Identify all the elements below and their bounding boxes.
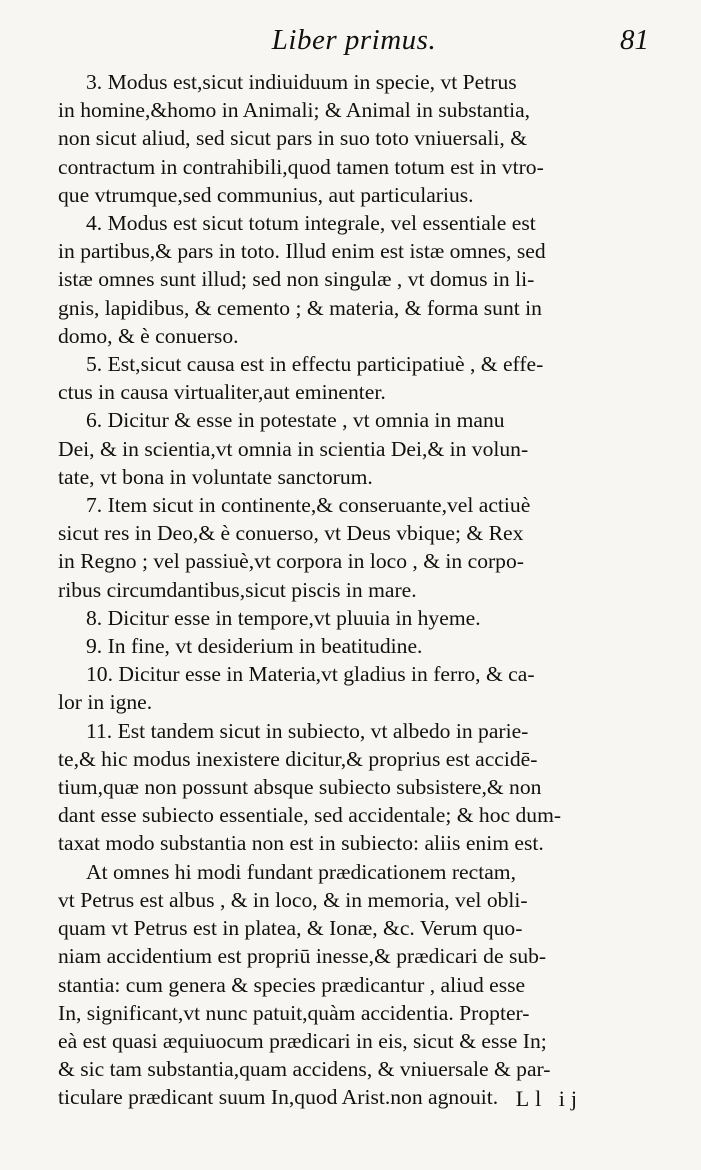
paragraph xyxy=(58,632,653,660)
text-line: quam vt Petrus est in platea, & Ionæ, &c. Verum quo- xyxy=(58,916,523,941)
text-line: domo, & è conuerso. xyxy=(58,323,239,348)
text-line: niam accidentium est propriū inesse,& prædicari de sub- xyxy=(58,944,547,969)
text-line: 5. Est,sicut causa est in effectu participatiuè , & effe- xyxy=(86,352,544,377)
text-line: & sic tam substantia,quam accidens, & vniuersale & par- xyxy=(58,1057,551,1082)
text-line: At omnes hi modi fundant prædicationem rectam, xyxy=(86,859,516,884)
text-line: 3. Modus est,sicut indiuiduum in specie, vt Petrus xyxy=(86,70,517,94)
text-line: eà est quasi æquiuocum prædicari in eis, sicut & esse In; xyxy=(58,1028,547,1053)
paragraph xyxy=(58,350,653,406)
text-line: In, significant,vt nunc patuit,quàm accidentia. Propter- xyxy=(58,1000,530,1025)
text-line: 9. In fine, vt desiderium in beatitudine. xyxy=(86,634,423,659)
text-line: vt Petrus est albus , & in loco, & in memoria, vel obli- xyxy=(58,887,528,912)
text-line: Dei, & in scientia,vt omnia in scientia Dei,& in volun- xyxy=(58,436,529,461)
running-title: Liber primus. xyxy=(271,24,437,56)
text-line: ticulare prædicant suum In,quod Arist.non agnouit. xyxy=(58,1085,499,1110)
text-line: tate, vt bona in voluntate sanctorum. xyxy=(58,464,373,489)
text-line: 4. Modus est sicut totum integrale, vel essentiale est xyxy=(86,211,536,236)
text-line: lor in igne. xyxy=(58,690,153,715)
text-line: istæ omnes sunt illud; sed non singulæ , vt domus in li- xyxy=(58,267,535,292)
text-line: 7. Item sicut in continente,& conseruante,vel actiuè xyxy=(86,493,531,518)
text-line: 8. Dicitur esse in tempore,vt pluuia in hyeme. xyxy=(86,605,481,630)
paragraph xyxy=(58,68,653,209)
text-line: tium,quæ non possunt absque subiecto subsistere,& non xyxy=(58,775,542,800)
paragraph xyxy=(58,209,653,350)
paragraph xyxy=(58,717,653,858)
text-line: ribus circumdantibus,sicut piscis in mare. xyxy=(58,577,417,602)
page-header xyxy=(58,24,653,68)
text-line: 6. Dicitur & esse in potestate , vt omnia in manu xyxy=(86,408,505,433)
paragraph xyxy=(58,604,653,632)
body-text xyxy=(58,68,653,1112)
text-line: gnis, lapidibus, & cemento ; & materia, & forma sunt in xyxy=(58,295,542,320)
text-line: 10. Dicitur esse in Materia,vt gladius in ferro, & ca- xyxy=(86,662,535,687)
text-line: 11. Est tandem sicut in subiecto, vt albedo in parie- xyxy=(86,718,529,743)
paragraph xyxy=(58,660,653,716)
paragraph xyxy=(58,858,653,1112)
paragraph xyxy=(58,406,653,491)
text-line: sicut res in Deo,& è conuerso, vt Deus vbique; & Rex xyxy=(58,521,524,546)
text-line: in homine,&homo in Animali; & Animal in substantia, xyxy=(58,98,531,123)
paragraph xyxy=(58,491,653,604)
text-line: contractum in contrahibili,quod tamen totum est in vtro- xyxy=(58,154,544,179)
text-line: stantia: cum genera & species prædicantur , aliud esse xyxy=(58,972,526,997)
text-line: dant esse subiecto essentiale, sed accidentale; & hoc dum- xyxy=(58,803,562,828)
signature-mark: Ll ij xyxy=(515,1086,583,1111)
text-line: taxat modo substantia non est in subiecto: aliis enim est. xyxy=(58,831,544,856)
text-line: te,& hic modus inexistere dicitur,& proprius est accidē- xyxy=(58,746,538,771)
text-line: non sicut aliud, sed sicut pars in suo toto vniuersali, & xyxy=(58,126,528,151)
text-line: in partibus,& pars in toto. Illud enim est istæ omnes, sed xyxy=(58,239,546,264)
text-line: que vtrumque,sed communius, aut particularius. xyxy=(58,182,474,207)
text-line: in Regno ; vel passiuè,vt corpora in loco , & in corpo- xyxy=(58,549,524,574)
text-line: ctus in causa virtualiter,aut eminenter. xyxy=(58,380,386,405)
page-number: 81 xyxy=(620,24,649,56)
